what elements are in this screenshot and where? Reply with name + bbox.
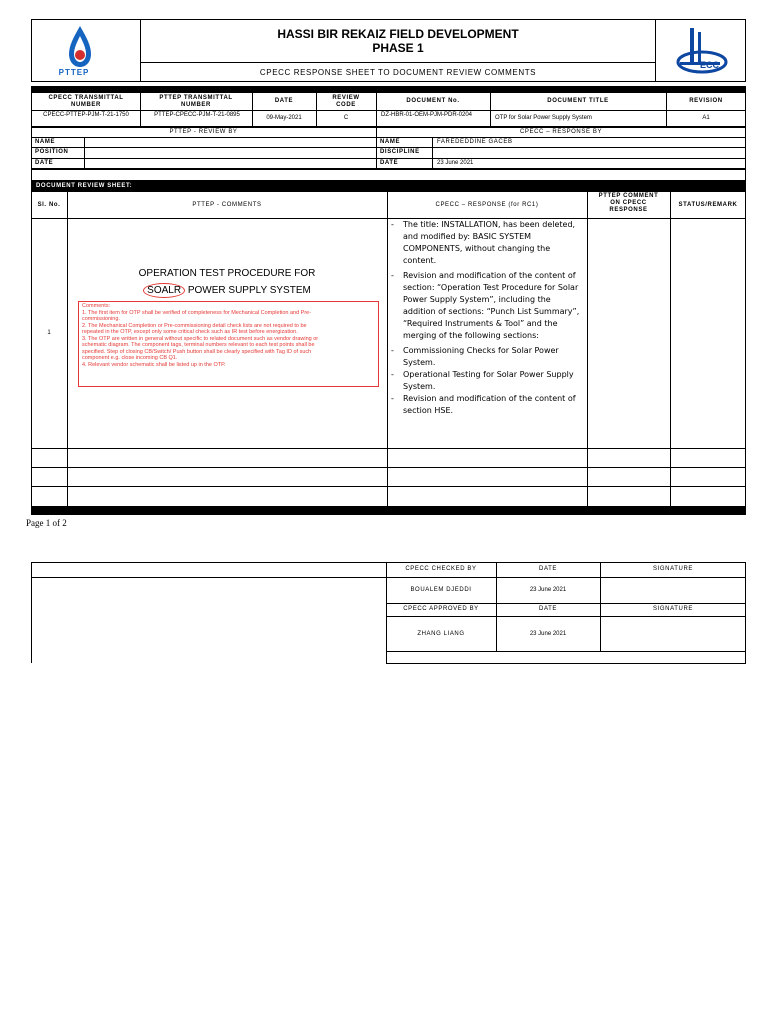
otp-title-line2: [67, 285, 387, 297]
checked-by-name: BOUALEM DJEDDI: [410, 587, 472, 593]
document-title-value: OTP for Solar Power Supply System: [495, 115, 592, 121]
cpecc-logo: [664, 24, 734, 76]
page-number: Page 1 of 2: [26, 518, 67, 528]
pttep-date-label: DATE: [35, 160, 54, 166]
col-sl-no: Sl. No.: [37, 202, 61, 208]
review-sheet-title: DOCUMENT REVIEW SHEET:: [36, 183, 133, 189]
comment-line: 4. Relevant vendor schematic shall be listed up in the OTP.: [82, 361, 226, 368]
page-subtitle: CPECC RESPONSE SHEET TO DOCUMENT REVIEW COMMENTS: [259, 68, 537, 77]
review-code-value: C: [343, 115, 349, 121]
col-revision: REVISION: [689, 98, 723, 104]
col-pttep-comment-on-response: PTTEP COMMENT ON CPECC RESPONSE: [598, 193, 659, 213]
comment-line: Comments:: [82, 303, 111, 309]
col-review-code: REVIEW CODE: [332, 95, 360, 108]
response-item: - Revision and modification of the content of section: “Operation Test Procedure for Solar Power Supply System”, including the addition of sections: “Punch List Summary”, “Required Instruments & Tool” and the merging of the following sections:: [391, 270, 585, 342]
col-date: DATE: [274, 98, 294, 104]
pttep-review-by-title: PTTEP - REVIEW BY: [169, 129, 238, 135]
col-status-remark: STATUS/REMARK: [678, 202, 738, 208]
comment-line: repeated in the OTP, except only some critical check such as IR test before energization.: [82, 329, 298, 335]
comments-box: [78, 301, 379, 387]
pttep-name-label: NAME: [35, 139, 56, 145]
col-cpecc-transmittal: CPECC TRANSMITTAL NUMBER: [48, 95, 124, 108]
cpecc-transmittal-value: CPECC-PTTEP-PJM-T-21-1750: [43, 112, 129, 118]
checked-signature-label: SIGNATURE: [653, 566, 693, 572]
checked-by-label: CPECC CHECKED BY: [405, 566, 477, 572]
checked-signature-field[interactable]: [601, 578, 745, 603]
approved-by-name: ZHANG LIANG: [417, 631, 465, 637]
checked-date-label: DATE: [539, 566, 557, 572]
pttep-transmittal-value: PTTEP-CPECC-PJM-T-21-0895: [154, 112, 240, 118]
date-value: 09-May-2021: [266, 115, 302, 121]
col-cpecc-response: CPECC – RESPONSE (for RC1): [435, 202, 539, 208]
revision-value: A1: [702, 115, 710, 121]
otp-title-line1: OPERATION TEST PROCEDURE FOR: [138, 268, 316, 279]
checked-date-value: 23 June 2021: [529, 587, 567, 593]
comment-line: schematic diagram. The component tags, terminal numbers relevant to each test points shall be: [82, 342, 315, 348]
circled-typo: SOALR: [143, 283, 185, 298]
page-title-line1: HASSI BIR REKAIZ FIELD DEVELOPMENT: [277, 27, 519, 41]
pttep-position-label: POSITION: [35, 149, 69, 155]
cpecc-discipline-label: DISCIPLINE: [380, 149, 420, 155]
pttep-logo-text: PTTEP: [58, 68, 90, 77]
comment-line: 1. The first item for OTP shall be verified of completeness for Mechanical Completion and Pre-: [82, 309, 312, 316]
cpecc-name-label: NAME: [380, 139, 401, 145]
page-title-line2: PHASE 1: [372, 41, 424, 55]
cpecc-response-list: [391, 219, 585, 420]
approved-date-value: 23 June 2021: [529, 631, 567, 637]
col-pttep-transmittal: PTTEP TRANSMITTAL NUMBER: [159, 95, 233, 108]
cpecc-name-value: FAREDEDDINE GACEB: [437, 139, 513, 145]
comment-line: 2. The Mechanical Completion or Pre-commissioning detail check lists are not required to be: [82, 322, 307, 329]
cpecc-date-label: DATE: [380, 160, 399, 166]
col-pttep-comments: PTTEP - COMMENTS: [192, 202, 262, 208]
col-document-no: DOCUMENT No.: [406, 98, 460, 104]
response-item: - The title: INSTALLATION, has been deleted, and modified by: BASIC SYSTEM COMPONENTS, without changing the content.: [391, 219, 585, 267]
row-sl-number: 1: [47, 330, 51, 336]
approved-signature-label: SIGNATURE: [653, 606, 693, 612]
response-item: - Commissioning Checks for Solar Power System.: [391, 345, 585, 369]
response-item: - Revision and modification of the content of section HSE.: [391, 393, 585, 417]
approved-signature-field[interactable]: [601, 617, 745, 651]
comment-line: 3. The OTP are written in general without specific to related document such as vendor drawing or: [82, 335, 319, 342]
response-item: - Operational Testing for Solar Power Supply System.: [391, 369, 585, 393]
approved-date-label: DATE: [539, 606, 557, 612]
comment-line: component e.g. close incoming CB Q1.: [82, 355, 178, 361]
col-document-title: DOCUMENT TITLE: [547, 98, 609, 104]
otp-title-line2-rest: POWER SUPPLY SYSTEM: [185, 285, 311, 296]
comment-line: commissioning.: [82, 316, 120, 322]
document-no-value: DZ-HBR-01-OEM-PJM-PDR-0204: [381, 112, 473, 118]
review-sheet-bar: [31, 181, 746, 191]
cpecc-logo-text: ECC: [700, 60, 720, 70]
approved-by-label: CPECC APPROVED BY: [403, 606, 479, 612]
cpecc-response-by-title: CPECC – RESPONSE BY: [519, 129, 603, 135]
comment-line: specified. Step of closing CB/Switch/ Push button shall be clearly specified with Tag ID of such: [82, 348, 312, 355]
cpecc-date-value: 23 June 2021: [437, 160, 474, 166]
